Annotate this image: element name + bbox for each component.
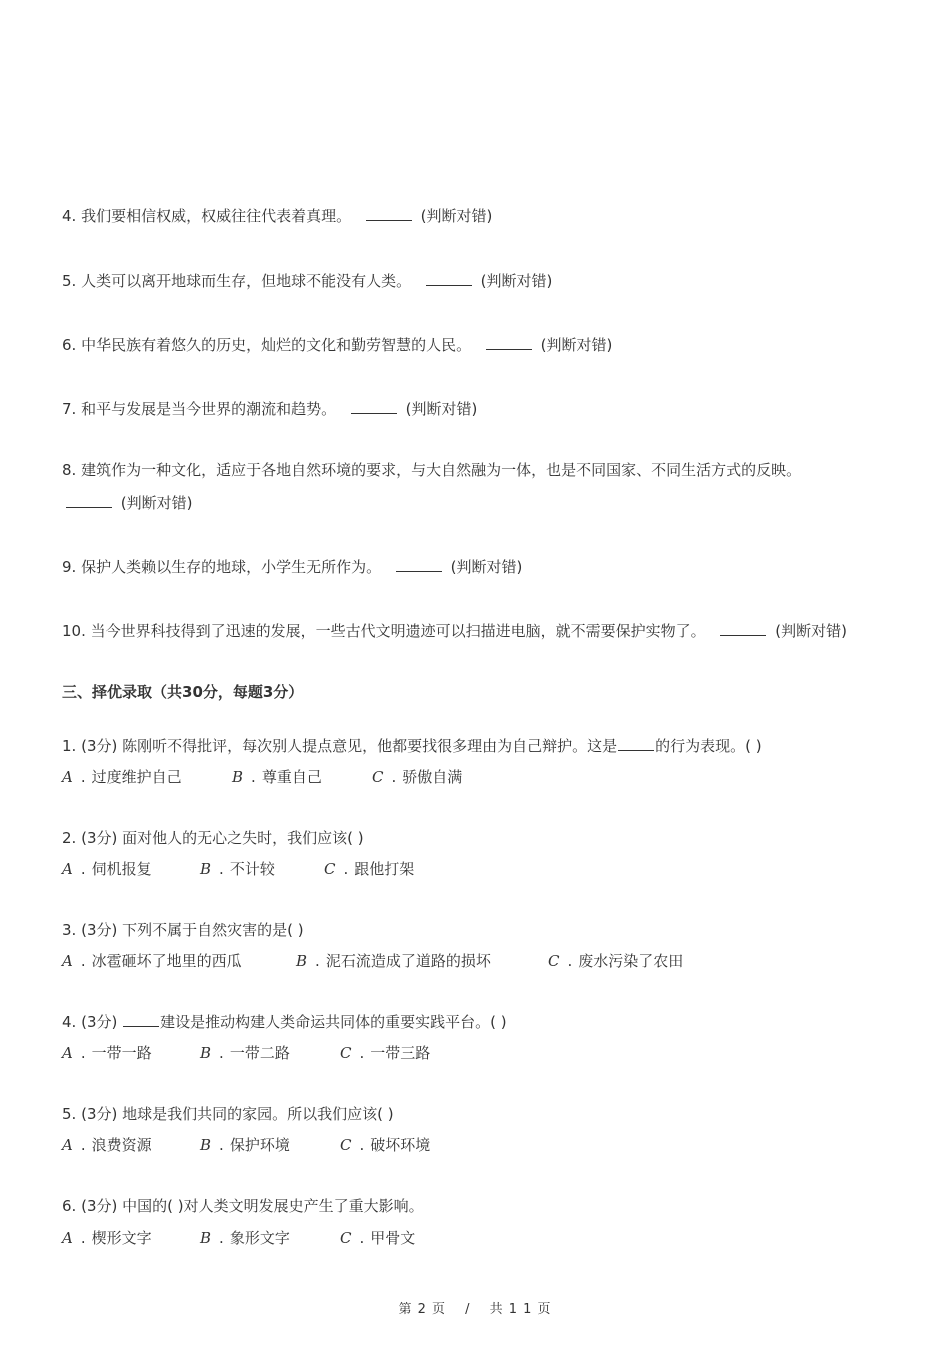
question-score: (3分) — [81, 1197, 118, 1215]
question-number: 10. — [62, 622, 86, 640]
question-stem: 下列不属于自然灾害的是( ) — [122, 921, 304, 939]
judgement-question-10 — [62, 621, 847, 641]
answer-blank[interactable] — [426, 271, 472, 286]
question-suffix: (判断对错) — [450, 558, 523, 576]
question-number: 4. — [62, 207, 77, 225]
choice-question-4 — [62, 1012, 507, 1032]
question-number: 9. — [62, 558, 77, 576]
option-c[interactable]: C . 废水污染了农田 — [548, 952, 684, 970]
question-number: 3. — [62, 921, 77, 939]
answer-blank[interactable] — [396, 557, 442, 572]
option-b[interactable]: B . 尊重自己 — [232, 768, 322, 786]
question-suffix: (判断对错) — [540, 336, 613, 354]
judgement-question-8-continued — [56, 493, 193, 513]
option-c[interactable]: C . 甲骨文 — [340, 1229, 416, 1247]
question-text: 建筑作为一种文化，适应于各地自然环境的要求，与大自然融为一体，也是不同国家、不同生活方式的反映。 — [81, 461, 802, 479]
answer-blank[interactable] — [66, 493, 112, 508]
question-score: (3分) — [81, 1105, 118, 1123]
page-footer: 第 2 页 / 共 1 1 页 — [398, 1302, 552, 1317]
question-stem-end: 建设是推动构建人类命运共同体的重要实践平台。( ) — [160, 1013, 507, 1031]
options-row — [62, 859, 414, 879]
options-row — [62, 767, 462, 787]
option-a[interactable]: A . 冰雹砸坏了地里的西瓜 — [62, 952, 242, 970]
judgement-question-5 — [62, 271, 552, 291]
question-number: 2. — [62, 829, 77, 847]
question-stem-end: 的行为表现。( ) — [655, 737, 762, 755]
question-score: (3分) — [81, 1013, 118, 1031]
choice-question-5 — [62, 1104, 394, 1124]
option-a[interactable]: A . 一带一路 — [62, 1044, 152, 1062]
answer-blank[interactable] — [720, 621, 766, 636]
option-a[interactable]: A . 过度维护自己 — [62, 768, 182, 786]
option-b[interactable]: B . 不计较 — [200, 860, 275, 878]
choice-question-3 — [62, 920, 304, 940]
option-a[interactable]: A . 伺机报复 — [62, 860, 152, 878]
choice-question-2 — [62, 828, 364, 848]
question-number: 6. — [62, 336, 77, 354]
question-text: 和平与发展是当今世界的潮流和趋势。 — [81, 400, 337, 418]
answer-blank[interactable] — [618, 736, 654, 751]
question-stem: 中国的( )对人类文明发展史产生了重大影响。 — [122, 1197, 424, 1215]
question-number: 4. — [62, 1013, 77, 1031]
answer-blank[interactable] — [351, 399, 397, 414]
section-heading: 三、择优录取（共30分，每题3分） — [62, 683, 304, 701]
question-number: 6. — [62, 1197, 77, 1215]
option-b[interactable]: B . 保护环境 — [200, 1136, 290, 1154]
question-suffix: (判断对错) — [775, 622, 847, 640]
question-text: 人类可以离开地球而生存，但地球不能没有人类。 — [81, 272, 412, 290]
option-a[interactable]: A . 楔形文字 — [62, 1229, 152, 1247]
option-b[interactable]: B . 泥石流造成了道路的损坏 — [296, 952, 491, 970]
question-text: 当今世界科技得到了迅速的发展，一些古代文明遗迹可以扫描进电脑，就不需要保护实物了。 — [90, 622, 706, 640]
question-suffix: (判断对错) — [420, 207, 493, 225]
question-number: 5. — [62, 272, 77, 290]
answer-blank[interactable] — [123, 1012, 159, 1027]
option-b[interactable]: B . 一带二路 — [200, 1044, 290, 1062]
question-suffix: (判断对错) — [120, 494, 193, 512]
options-row — [62, 1135, 430, 1155]
question-suffix: (判断对错) — [480, 272, 553, 290]
option-c[interactable]: C . 破坏环境 — [340, 1136, 431, 1154]
options-row — [62, 951, 683, 971]
option-b[interactable]: B . 象形文字 — [200, 1229, 290, 1247]
option-c[interactable]: C . 骄傲自满 — [372, 768, 463, 786]
option-c[interactable]: C . 一带三路 — [340, 1044, 431, 1062]
choice-question-1 — [62, 736, 762, 756]
question-text: 保护人类赖以生存的地球，小学生无所作为。 — [81, 558, 382, 576]
judgement-question-8 — [62, 460, 801, 480]
judgement-question-7 — [62, 399, 477, 419]
judgement-question-4 — [62, 206, 492, 226]
option-c[interactable]: C . 跟他打架 — [324, 860, 415, 878]
question-number: 1. — [62, 737, 77, 755]
judgement-question-6 — [62, 335, 612, 355]
question-score: (3分) — [81, 921, 118, 939]
question-number: 8. — [62, 461, 77, 479]
options-row — [62, 1043, 430, 1063]
question-score: (3分) — [81, 737, 118, 755]
question-text: 中华民族有着悠久的历史，灿烂的文化和勤劳智慧的人民。 — [81, 336, 472, 354]
question-number: 7. — [62, 400, 77, 418]
question-score: (3分) — [81, 829, 118, 847]
answer-blank[interactable] — [486, 335, 532, 350]
question-stem: 面对他人的无心之失时，我们应该( ) — [122, 829, 364, 847]
question-stem: 地球是我们共同的家园。所以我们应该( ) — [122, 1105, 394, 1123]
judgement-question-9 — [62, 557, 522, 577]
choice-question-6 — [62, 1196, 424, 1216]
option-a[interactable]: A . 浪费资源 — [62, 1136, 152, 1154]
question-stem: 陈刚听不得批评，每次别人提点意见，他都要找很多理由为自己辩护。这是 — [122, 737, 618, 755]
question-suffix: (判断对错) — [405, 400, 478, 418]
options-row — [62, 1228, 415, 1248]
answer-blank[interactable] — [366, 206, 412, 221]
question-text: 我们要相信权威，权威往往代表着真理。 — [81, 207, 352, 225]
question-number: 5. — [62, 1105, 77, 1123]
